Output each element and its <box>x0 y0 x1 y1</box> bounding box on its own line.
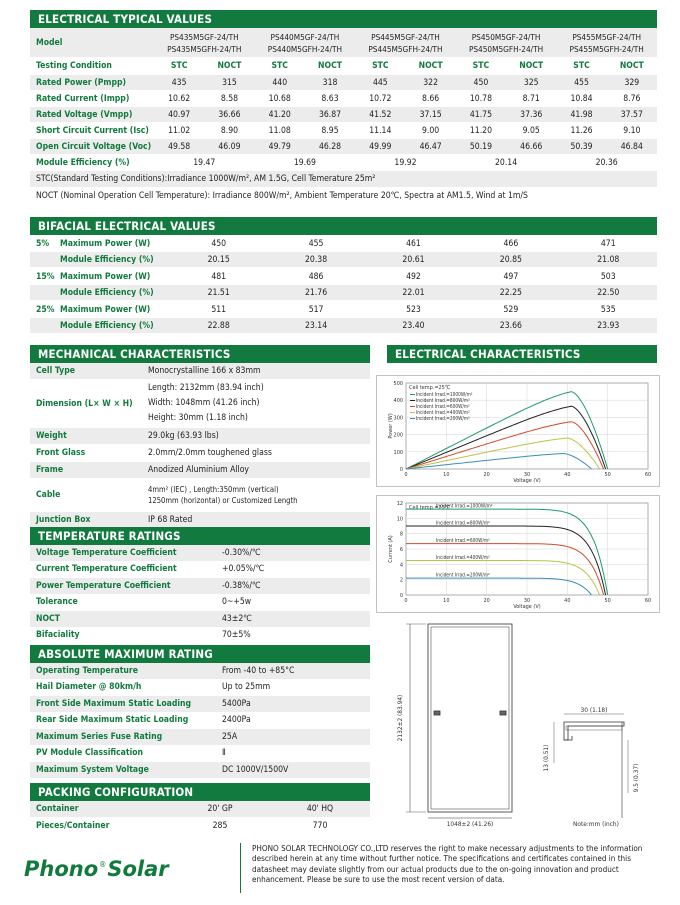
x-axis-label: Voltage (V) <box>513 478 541 484</box>
value-cell: 37.15 <box>419 109 442 120</box>
y-tick-label: 10 <box>396 516 403 523</box>
model-gf: PS440M5GF-24/TH <box>270 31 340 42</box>
pieces-row <box>30 818 370 835</box>
value-cell: 20.85 <box>499 254 522 265</box>
value-cell: 11.14 <box>369 125 392 136</box>
row-label: Maximum Power (W) <box>60 271 151 282</box>
value-cell: 455 <box>574 77 589 88</box>
row-label: Current Temperature Coefficient <box>36 564 177 575</box>
value-cell: 450 <box>473 77 489 88</box>
bifacial-table <box>30 236 657 334</box>
row-label: Rear Side Maximum Static Loading <box>36 715 189 726</box>
row-label: Bifaciality <box>36 630 80 641</box>
value-cell: 20.61 <box>402 254 425 265</box>
value-cell: 23.14 <box>305 320 328 331</box>
section-title: MECHANICAL CHARACTERISTICS <box>30 345 370 363</box>
bifacial-row <box>30 318 657 334</box>
section-title: TEMPERATURE RATINGS <box>30 527 370 545</box>
electrical-values-section <box>30 10 657 205</box>
section-title: ELECTRICAL CHARACTERISTICS <box>387 345 657 363</box>
model-gf: PS455M5GF-24/TH <box>572 31 642 42</box>
section-title: BIFACIAL ELECTRICAL VALUES <box>30 217 657 235</box>
value-row <box>30 123 657 139</box>
x-tick-label: 0 <box>404 598 408 604</box>
model-gfh: PS450M5GFH-24/TH <box>468 43 544 54</box>
value-cell: 22.50 <box>597 287 620 298</box>
row-value <box>148 381 264 426</box>
y-tick-label: 0 <box>399 593 403 599</box>
x-tick-label: 50 <box>604 472 611 478</box>
value-cell: 471 <box>600 238 616 249</box>
row-value: From -40 to +85°C <box>222 665 295 676</box>
value-cell: 49.99 <box>369 141 392 152</box>
section-title: ELECTRICAL TYPICAL VALUES <box>30 10 657 28</box>
rating-row <box>30 545 370 562</box>
model-gfh: PS445M5GFH-24/TH <box>368 43 443 54</box>
efficiency-cell: 19.92 <box>394 157 417 168</box>
value-cell: 11.08 <box>268 125 291 136</box>
value-cell: 23.66 <box>499 320 522 331</box>
row-label: Open Circuit Voltage (Voc) <box>36 141 152 152</box>
value-cell: 11.20 <box>469 125 492 136</box>
value-cell: 318 <box>322 77 338 88</box>
noct-label: NOCT <box>217 61 242 71</box>
gain-label: 5% <box>36 238 50 249</box>
depth-dimension: 30 (1.18) <box>580 706 608 714</box>
value-cell: 329 <box>624 77 640 88</box>
lip2-dimension: 9.5 (0.37) <box>632 763 640 793</box>
x-tick-label: 30 <box>523 472 531 478</box>
stc-label: STC <box>271 61 288 71</box>
value-cell: 46.66 <box>520 141 543 152</box>
registered-mark: ® <box>99 859 107 869</box>
row-label: Operating Temperature <box>36 665 138 676</box>
value-cell: 41.98 <box>570 109 593 120</box>
disclaimer <box>252 843 662 885</box>
model-name <box>355 31 456 55</box>
value-cell: 22.01 <box>402 287 425 298</box>
value-cell: 10.78 <box>469 93 492 104</box>
value-cell: 37.36 <box>520 109 543 120</box>
row-label: Tolerance <box>36 597 78 608</box>
row-label: Model <box>36 37 63 48</box>
row-value: Ⅱ <box>222 748 226 759</box>
mech-row <box>30 479 370 512</box>
y-tick-label: 6 <box>399 547 403 553</box>
row-value: 70±5% <box>222 630 251 641</box>
container-row <box>30 801 370 818</box>
row-value: -0.38%/℃ <box>222 580 261 591</box>
row-value: -0.30%/℃ <box>222 547 261 558</box>
value-cell: 8.71 <box>522 93 540 104</box>
value-cell: 435 <box>171 77 187 88</box>
value-line: Monocrystalline 166 x 83mm <box>148 365 261 376</box>
bifacial-row <box>30 269 657 285</box>
rating-row <box>30 578 370 595</box>
row-label: Maximum Power (W) <box>60 304 151 315</box>
curve-label: Incident Irrad.=800W/m² <box>436 521 490 527</box>
value-cell: 22.88 <box>207 320 230 331</box>
value-cell: 322 <box>423 77 439 88</box>
row-label: Maximum Series Fuse Rating <box>36 731 163 742</box>
value-cell: 46.09 <box>218 141 241 152</box>
model-gf: PS435M5GF-24/TH <box>169 31 239 42</box>
x-tick-label: 50 <box>604 598 611 604</box>
rating-row <box>30 762 370 779</box>
value-cell: 46.84 <box>620 141 643 152</box>
value-row <box>30 91 657 107</box>
bifacial-row <box>30 252 657 268</box>
y-axis-label: Power (W) <box>388 413 394 439</box>
value-cell: 41.52 <box>369 109 392 120</box>
value-row <box>30 75 657 91</box>
row-label: Weight <box>36 431 67 441</box>
row-value: 2400Pa <box>222 715 251 726</box>
value-cell: 8.76 <box>623 93 641 104</box>
value-cell: 40.97 <box>168 109 191 120</box>
model-name <box>255 31 356 55</box>
x-tick-label: 40 <box>564 472 571 478</box>
rating-row <box>30 663 370 680</box>
electrical-values-table <box>30 28 657 205</box>
row-label: Pieces/Container <box>36 821 110 831</box>
row-value: +0.05%/℃ <box>222 564 265 575</box>
row-label: Module Efficiency (%) <box>60 320 154 331</box>
row-label: Cable <box>36 490 61 500</box>
row-label: Rated Power (Pmpp) <box>36 77 127 88</box>
value-row <box>30 139 657 155</box>
value-cell: 8.90 <box>220 125 239 136</box>
row-label: Short Circuit Current (Isc) <box>36 125 149 136</box>
rating-row <box>30 746 370 763</box>
gp-value: 285 <box>212 821 228 831</box>
y-tick-label: 4 <box>399 562 403 569</box>
absolute-max-table <box>30 663 370 779</box>
value-cell: 22.25 <box>499 287 522 298</box>
row-value <box>148 364 261 379</box>
value-cell: 49.79 <box>268 141 291 152</box>
mech-row <box>30 462 370 479</box>
model-gfh: PS435M5GFH-24/TH <box>167 43 242 54</box>
mechanical-section <box>30 345 370 529</box>
value-cell: 10.84 <box>570 93 593 104</box>
rating-row <box>30 595 370 612</box>
value-cell: 535 <box>600 304 616 315</box>
unit-note: Note:mm (inch) <box>573 820 619 828</box>
value-cell: 20.38 <box>305 254 328 265</box>
footer-divider <box>240 843 241 893</box>
gain-label: 15% <box>36 271 55 282</box>
temp-note: Cell temp.=25℃ <box>409 385 451 391</box>
value-cell: 511 <box>211 304 227 315</box>
value-cell: 486 <box>308 271 324 282</box>
x-tick-label: 60 <box>644 598 652 604</box>
value-cell: 23.93 <box>597 320 620 331</box>
row-value: 5400Pa <box>222 698 251 709</box>
value-cell: 8.95 <box>321 125 339 136</box>
value-cell: 9.05 <box>522 125 540 136</box>
y-tick-label: 500 <box>393 381 403 387</box>
x-tick-label: 0 <box>404 472 408 478</box>
y-tick-label: 12 <box>396 501 403 507</box>
model-gfh: PS440M5GFH-24/TH <box>267 43 343 54</box>
row-label: Maximum System Voltage <box>36 764 149 775</box>
disclaimer-text: PHONO SOLAR TECHNOLOGY CO.,LTD reserves the right to make necessary adjustments to the information described herein at any time without further notice. The specifications and certificates contained in this datasheet may deviate slightly from our actual products due to the on-going innovation and product enhancement. Please be sure to use the most recent version of data. <box>252 843 643 885</box>
row-label: Maximum Power (W) <box>60 238 151 249</box>
x-tick-label: 20 <box>483 598 490 604</box>
value-cell: 440 <box>272 77 288 88</box>
rating-row <box>30 696 370 713</box>
rating-row <box>30 628 370 645</box>
rating-row <box>30 713 370 730</box>
curve-label: Incident Irrad.=1000W/m² <box>436 504 493 510</box>
row-label: Module Efficiency (%) <box>60 287 154 298</box>
y-tick-label: 2 <box>399 577 403 584</box>
temperature-section <box>30 527 370 644</box>
value-cell: 23.40 <box>402 320 425 331</box>
height-dimension: 2132±2 (83.94) <box>396 694 404 742</box>
row-value <box>148 484 298 506</box>
stc-label: STC <box>372 61 389 71</box>
value-cell: 11.26 <box>570 125 593 136</box>
y-tick-label: 0 <box>399 467 403 473</box>
bifacial-section <box>30 217 657 334</box>
model-row <box>30 28 657 58</box>
value-cell: 523 <box>406 304 421 315</box>
row-label: Front Glass <box>36 448 86 458</box>
curve-label: Incident Irrad.=400W/m² <box>436 556 490 561</box>
value-cell: 461 <box>406 238 421 249</box>
bifacial-row <box>30 302 657 318</box>
value-cell: 497 <box>503 271 519 282</box>
row-label: PV Module Classification <box>36 748 144 759</box>
stc-label: STC <box>170 61 188 71</box>
efficiency-cell: 19.47 <box>193 157 216 168</box>
y-tick-label: 8 <box>399 531 403 538</box>
model-gfh: PS455M5GFH-24/TH <box>569 43 644 54</box>
value-cell: 315 <box>222 77 237 88</box>
value-line: 4mm² (IEC) , Length:350mm (vertical) <box>148 485 279 494</box>
value-cell: 9.00 <box>422 125 440 136</box>
y-tick-label: 200 <box>393 432 403 439</box>
x-tick-label: 10 <box>443 598 450 604</box>
value-row <box>30 107 657 123</box>
legend-entry: Incident Irrad.=1000W/m² <box>416 393 473 398</box>
curve-label: Incident Irrad.=200W/m² <box>436 573 490 579</box>
value-cell: 503 <box>600 271 616 282</box>
value-cell: 21.51 <box>207 287 230 298</box>
value-line: 29.0kg (63.93 lbs) <box>148 430 219 441</box>
mech-row <box>30 445 370 462</box>
y-tick-label: 400 <box>393 398 403 405</box>
row-label: Voltage Temperature Coefficient <box>36 547 177 558</box>
row-value: Up to 25mm <box>222 682 271 693</box>
section-title: ABSOLUTE MAXIMUM RATING <box>30 645 370 663</box>
value-cell: 50.39 <box>570 141 593 152</box>
logo-text-phono: Phono <box>24 857 99 881</box>
row-value <box>148 446 272 461</box>
value-cell: 36.66 <box>218 109 241 120</box>
value-cell: 46.47 <box>419 141 442 152</box>
value-line: Anodized Aluminium Alloy <box>148 464 249 475</box>
row-value <box>148 429 219 444</box>
value-cell: 41.75 <box>469 109 492 120</box>
value-cell: 445 <box>372 77 388 88</box>
gain-label: 25% <box>36 304 55 315</box>
value-cell: 8.66 <box>422 93 440 104</box>
value-cell: 49.58 <box>168 141 191 152</box>
row-label: Cell Type <box>36 366 75 376</box>
row-value: 25A <box>222 731 238 742</box>
current-voltage-chart <box>376 495 660 613</box>
absolute-max-section <box>30 645 370 779</box>
row-value: 43±2℃ <box>222 613 252 624</box>
bifacial-row <box>30 236 657 252</box>
gp-label: 20' GP <box>207 804 233 814</box>
rating-row <box>30 729 370 746</box>
value-cell: 450 <box>211 238 227 249</box>
lip-dimension: 13 (0.51) <box>542 744 550 772</box>
value-cell: 37.57 <box>620 109 643 120</box>
row-label: Rated Voltage (Vmpp) <box>36 109 133 120</box>
value-line: 2.0mm/2.0mm toughened glass <box>148 447 272 458</box>
value-cell: 9.10 <box>623 125 641 136</box>
row-label: Container <box>36 804 79 814</box>
row-label: Frame <box>36 465 64 475</box>
power-voltage-chart <box>376 375 660 487</box>
legend-entry: Incident Irrad.=600W/m² <box>416 405 470 410</box>
row-value <box>148 513 192 528</box>
row-label: Module Efficiency (%) <box>60 254 154 265</box>
model-gf: PS450M5GF-24/TH <box>471 31 541 42</box>
mech-row <box>30 428 370 445</box>
row-label: Hail Diameter @ 80km/h <box>36 682 142 693</box>
value-cell: 481 <box>211 271 227 282</box>
row-label: Junction Box <box>36 515 91 525</box>
stc-label: STC <box>472 61 490 71</box>
value-cell: 325 <box>523 77 539 88</box>
section-title: PACKING CONFIGURATION <box>30 783 370 801</box>
stc-note: STC(Standard Testing Conditions):Irradiance 1000W/m², AM 1.5G, Cell Temerature 25m² <box>30 171 657 188</box>
x-tick-label: 10 <box>443 472 450 478</box>
model-gf: PS445M5GF-24/TH <box>371 31 440 42</box>
row-label: Power Temperature Coefficient <box>36 580 171 591</box>
value-line: IP 68 Rated <box>148 514 193 525</box>
row-label: NOCT <box>36 613 60 624</box>
noct-label: NOCT <box>318 61 343 71</box>
value-cell: 21.76 <box>305 287 328 298</box>
y-tick-label: 300 <box>393 415 403 422</box>
width-dimension: 1048±2 (41.26) <box>446 820 494 828</box>
x-tick-label: 20 <box>483 472 490 478</box>
model-name <box>154 31 255 55</box>
electrical-characteristics-section <box>387 345 657 363</box>
row-value: 0~+5w <box>222 597 252 608</box>
row-label: Rated Current (Impp) <box>36 93 130 104</box>
y-tick-label: 100 <box>393 449 403 456</box>
temperature-table <box>30 545 370 644</box>
value-cell: 36.87 <box>318 109 342 120</box>
x-tick-label: 60 <box>644 472 652 478</box>
value-cell: 8.58 <box>220 93 239 104</box>
row-label: Dimension (L× W × H) <box>36 398 133 409</box>
efficiency-row <box>30 155 657 171</box>
value-cell: 21.08 <box>597 254 620 265</box>
testing-condition-row <box>30 58 657 75</box>
value-cell: 46.28 <box>318 141 342 152</box>
value-cell: 50.19 <box>469 141 492 152</box>
row-label: Testing Condition <box>36 61 112 71</box>
bifacial-row <box>30 285 657 301</box>
value-line: Width: 1048mm (41.26 inch) <box>148 398 260 408</box>
module-dimension-drawing <box>388 618 660 830</box>
value-cell: 8.63 <box>321 93 339 104</box>
efficiency-cell: 19.69 <box>293 157 316 168</box>
efficiency-cell: 20.36 <box>595 157 618 168</box>
value-cell: 10.62 <box>168 93 191 104</box>
hq-value: 770 <box>312 821 328 831</box>
hq-label: 40' HQ <box>306 804 334 814</box>
noct-label: NOCT <box>418 61 443 71</box>
model-name <box>556 31 657 55</box>
temp-note: Cell temp.=25℃ <box>409 505 451 511</box>
value-line: Length: 2132mm (83.94 inch) <box>148 383 264 393</box>
y-axis-label: Current (A) <box>388 535 394 563</box>
row-label: Front Side Maximum Static Loading <box>36 698 192 709</box>
value-cell: 10.68 <box>268 93 291 104</box>
row-value: DC 1000V/1500V <box>222 764 289 775</box>
logo-text-solar: Solar <box>107 857 169 881</box>
mech-row <box>30 363 370 380</box>
rating-row <box>30 680 370 697</box>
value-cell: 20.15 <box>207 254 230 265</box>
rating-row <box>30 562 370 579</box>
value-cell: 517 <box>308 304 324 315</box>
value-cell: 10.72 <box>369 93 392 104</box>
value-cell: 41.20 <box>268 109 291 120</box>
x-tick-label: 40 <box>564 598 571 604</box>
efficiency-cell: 20.14 <box>495 157 518 168</box>
value-line: Height: 30mm (1.18 inch) <box>148 413 248 423</box>
mechanical-table <box>30 363 370 529</box>
model-name <box>456 31 557 55</box>
module-outline <box>428 624 512 812</box>
rating-row <box>30 611 370 628</box>
legend-entry: Incident Irrad.=800W/m² <box>416 399 470 404</box>
value-cell: 492 <box>406 271 421 282</box>
value-cell: 11.02 <box>168 125 191 136</box>
stc-label: STC <box>573 61 590 71</box>
noct-label: NOCT <box>519 61 544 71</box>
row-value <box>148 463 249 478</box>
legend-entry: Incident Irrad.=200W/m² <box>416 417 470 422</box>
mech-row <box>30 380 370 428</box>
value-cell: 455 <box>308 238 324 249</box>
value-cell: 529 <box>503 304 519 315</box>
row-label: Module Efficiency (%) <box>36 157 130 168</box>
x-tick-label: 30 <box>523 598 531 604</box>
value-line: 1250mm (horizontal) or Customized Length <box>148 496 298 505</box>
noct-note: NOCT (Nominal Operation Cell Temperature): Irradiance 800W/m², Ambient Temperature 20℃, Spectra at AM1.5, Wind at 1m/S <box>30 188 657 205</box>
legend-entry: Incident Irrad.=400W/m² <box>416 411 470 416</box>
value-cell: 466 <box>503 238 519 249</box>
brand-logo <box>24 845 239 893</box>
packing-section <box>30 783 370 835</box>
noct-label: NOCT <box>619 61 644 71</box>
x-axis-label: Voltage (V) <box>513 604 541 610</box>
curve-label: Incident Irrad.=600W/m² <box>436 539 490 545</box>
